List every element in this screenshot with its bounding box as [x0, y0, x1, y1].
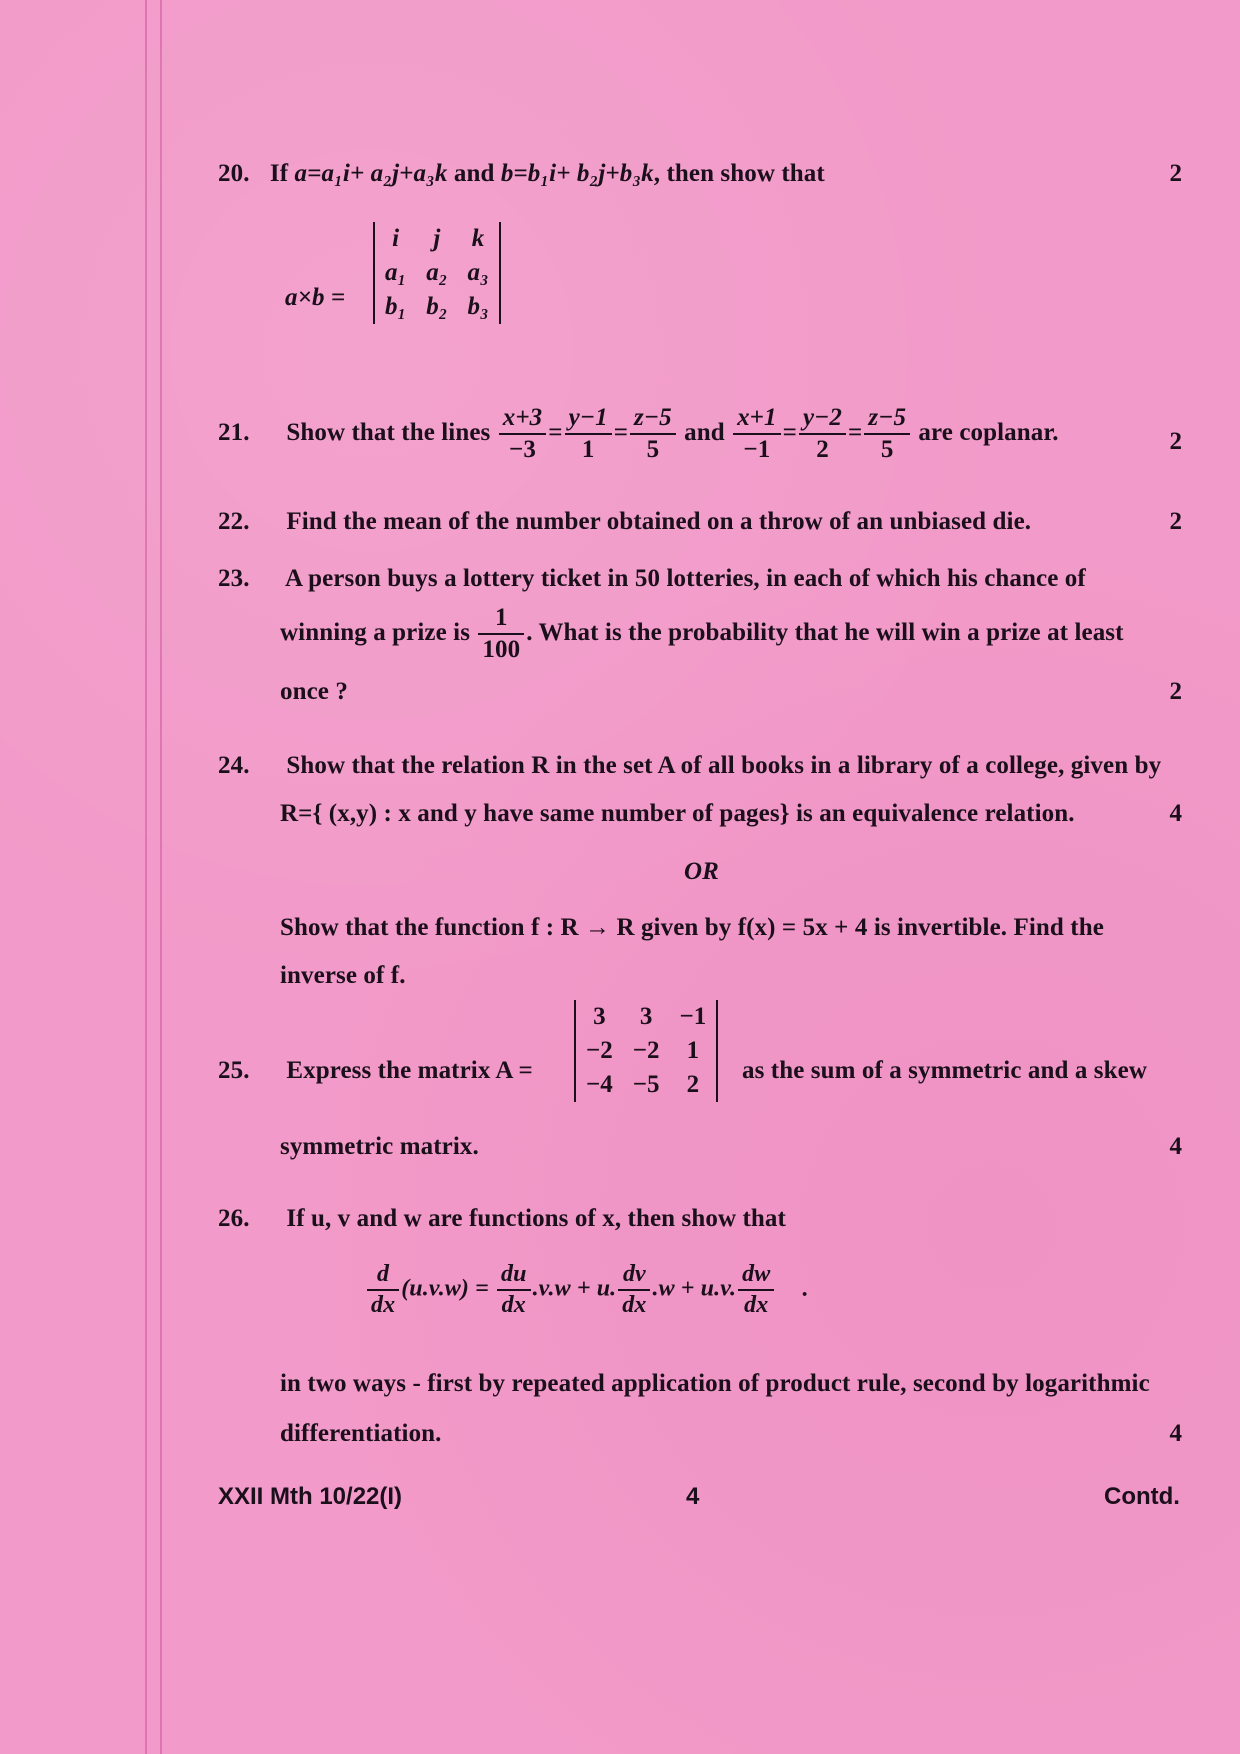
matrix-cell: b₂ — [426, 293, 448, 320]
numerator: x+3 — [499, 405, 547, 435]
matrix-a — [574, 1000, 718, 1102]
question-20 — [218, 160, 1188, 188]
question-number: 23. — [218, 565, 250, 592]
question-25-line2: symmetric matrix. — [280, 1133, 479, 1160]
denominator: 1 — [581, 436, 595, 464]
question-24-line2: R={ (x,y) : x and y have same number of pages} is an equivalence relation. — [280, 800, 1075, 827]
question-text-line1: A person buys a lottery ticket in 50 lotteries, in each of which his chance of — [284, 565, 1086, 592]
footer-contd: Contd. — [1104, 1483, 1180, 1510]
fraction — [565, 405, 612, 464]
question-text-line1: If u, v and w are functions of x, then show that — [286, 1205, 786, 1232]
matrix-cell: i — [392, 225, 400, 252]
matrix-cell: −4 — [586, 1071, 613, 1098]
question-26-line4: differentiation. — [280, 1420, 442, 1447]
equation-end: . — [802, 1275, 809, 1302]
marks-q22: 2 — [1169, 508, 1182, 535]
footer-page-number: 4 — [686, 1483, 700, 1510]
matrix-cell: 1 — [686, 1037, 700, 1064]
fraction — [618, 1262, 650, 1318]
numerator: 1 — [478, 605, 524, 635]
margin-line-2 — [160, 0, 162, 1754]
question-26 — [218, 1205, 786, 1233]
numerator: x+1 — [733, 405, 781, 435]
fraction — [499, 405, 547, 464]
margin-line-1 — [145, 0, 147, 1754]
question-23 — [218, 565, 1198, 593]
matrix-cell: −5 — [632, 1071, 660, 1098]
numerator: z−5 — [864, 405, 910, 435]
marks-q23: 2 — [1169, 678, 1182, 705]
fraction — [630, 405, 676, 464]
question-text: Express the matrix A = — [286, 1057, 533, 1084]
fraction — [367, 1262, 399, 1318]
question-number: 20. — [218, 160, 250, 187]
determinant-row — [375, 256, 499, 290]
fraction — [799, 405, 846, 464]
matrix-cell: −1 — [679, 1003, 707, 1030]
then-text: , then show that — [653, 160, 825, 187]
denominator: dx — [371, 1292, 396, 1319]
question-24-alt-line2: inverse of f. — [280, 962, 406, 989]
matrix-cell: 3 — [639, 1003, 653, 1030]
question-25 — [218, 1057, 533, 1085]
question-text: Find the mean of the number obtained on a throw of an unbiased die. — [286, 508, 1032, 535]
matrix-cell: b₃ — [467, 293, 489, 320]
matrix-cell: a₂ — [426, 259, 448, 286]
denominator: dx — [501, 1292, 526, 1319]
fraction — [864, 405, 910, 464]
matrix-cell: j — [433, 225, 441, 252]
numerator: dw — [738, 1262, 774, 1291]
vector-a-definition: a=a₁i+ a₂j+a₃k — [294, 160, 448, 187]
matrix-cell: k — [471, 225, 485, 252]
matrix-cell: a₁ — [385, 259, 407, 286]
question-22 — [218, 508, 1188, 536]
question-tail: are coplanar. — [918, 418, 1059, 446]
fraction — [497, 1262, 531, 1318]
denominator: 5 — [880, 436, 894, 464]
fraction — [733, 405, 781, 464]
or-separator: OR — [684, 858, 719, 885]
denominator: 5 — [646, 436, 660, 464]
numerator: du — [497, 1262, 531, 1291]
if-word: If — [269, 160, 289, 187]
numerator: y−2 — [799, 405, 846, 435]
determinant-row — [375, 222, 499, 256]
and-word: and — [684, 418, 725, 446]
question-text-line2a: winning a prize is — [280, 618, 471, 646]
denominator: dx — [622, 1292, 647, 1319]
marks-q20: 2 — [1169, 160, 1182, 187]
matrix-cell: 3 — [593, 1003, 606, 1030]
question-number: 21. — [218, 418, 250, 446]
equation-term: .v.w + u. — [532, 1275, 617, 1302]
product-rule-equation — [365, 1262, 809, 1318]
and-word: and — [453, 160, 495, 187]
matrix-cell: −2 — [632, 1037, 660, 1064]
question-number: 25. — [218, 1057, 250, 1084]
matrix-cell: −2 — [586, 1037, 613, 1064]
matrix-row — [576, 1034, 716, 1068]
equation-term: .w + u.v. — [652, 1275, 737, 1302]
matrix-cell: a₃ — [467, 259, 489, 286]
matrix-cell: b₁ — [385, 293, 407, 320]
question-21: 21. Show that the lines $\frac{x+3}{-3}$ = $\frac{y-1}{1}$ = $\frac{z-5}{5}$ and $\frac{x+1}{-1}$ = $\frac{y-2}{2}$ = $\frac{z-5}{5}$ are coplanar. — [218, 404, 1059, 464]
vector-b-definition: b=b₁i+ b₂j+b₃k — [500, 160, 654, 187]
question-26-line3: in two ways - first by repeated application of product rule, second by logarithmic — [280, 1370, 1150, 1397]
question-text: Show that the lines — [286, 418, 491, 446]
marks-q21: 2 — [1169, 428, 1182, 455]
denominator: 2 — [816, 436, 829, 464]
question-23-line2 — [280, 605, 1200, 664]
marks-q24: 4 — [1169, 800, 1182, 827]
cross-product-determinant — [373, 222, 501, 324]
numerator: z−5 — [630, 405, 676, 435]
question-text-line1: Show that the relation R in the set A of all books in a library of a college, given by — [286, 752, 1162, 779]
cross-product-lhs: a×b = — [285, 284, 346, 311]
question-25-tail: as the sum of a symmetric and a skew — [742, 1057, 1147, 1084]
numerator: dv — [618, 1262, 650, 1291]
fraction — [478, 605, 524, 664]
numerator: d — [367, 1262, 399, 1291]
question-number: 24. — [218, 752, 250, 779]
denominator: 100 — [482, 636, 521, 664]
question-24-alt-line1: Show that the function f : R → R given by f(x) = 5x + 4 is invertible. Find the — [280, 914, 1104, 941]
question-23-line3: once ? — [280, 678, 348, 705]
denominator: dx — [744, 1292, 769, 1319]
matrix-row — [576, 1068, 716, 1102]
question-text-line2b: . What is the probability that he will win a prize at least — [526, 618, 1124, 646]
footer-paper-code: XXII Mth 10/22(I) — [218, 1483, 403, 1510]
equation-lhs: (u.v.w) = — [401, 1275, 489, 1302]
numerator: y−1 — [565, 405, 612, 435]
marks-q26: 4 — [1169, 1420, 1182, 1447]
denominator: −1 — [743, 436, 771, 464]
question-24 — [218, 752, 1208, 780]
marks-q25: 4 — [1169, 1133, 1182, 1160]
question-number: 26. — [218, 1205, 250, 1232]
denominator: −3 — [509, 436, 536, 464]
matrix-row — [576, 1000, 716, 1034]
matrix-cell: 2 — [686, 1071, 700, 1098]
question-number: 22. — [218, 508, 250, 535]
fraction — [738, 1262, 774, 1318]
determinant-row — [375, 290, 499, 324]
